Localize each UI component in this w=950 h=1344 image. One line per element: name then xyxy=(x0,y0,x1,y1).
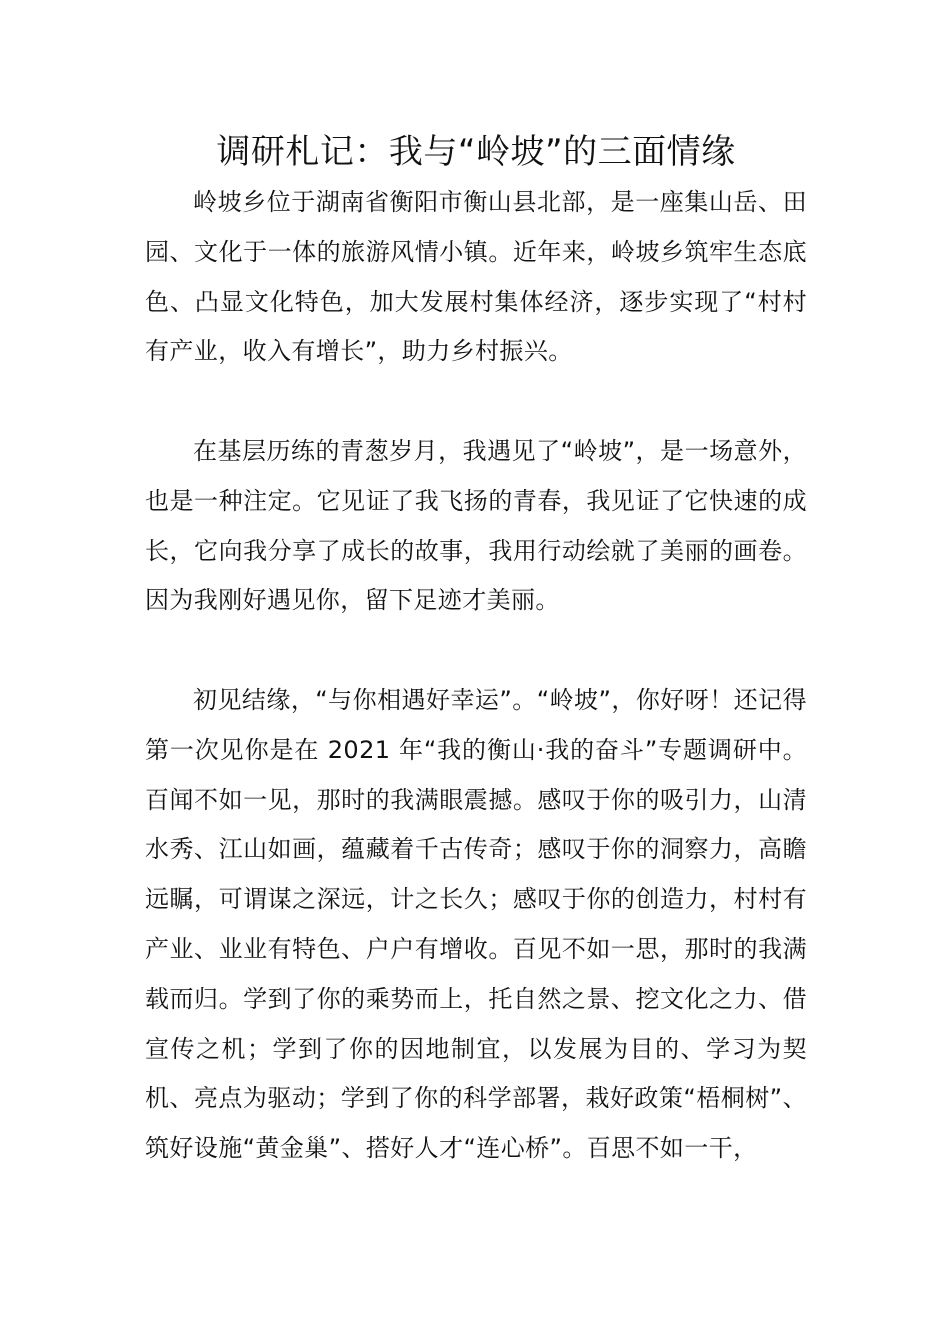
paragraph-encounter: 在基层历练的青葱岁月，我遇见了“岭坡”，是一场意外，也是一种注定。它见证了我飞扬的青春，我见证了它快速的成长，它向我分享了成长的故事，我用行动绘就了美丽的画卷。因为我刚好遇见你，留下足迹才美丽。 xyxy=(145,436,807,615)
paragraph-intro: 岭坡乡位于湖南省衡阳市衡山县北部，是一座集山岳、田园、文化于一体的旅游风情小镇。近年来，岭坡乡筑牢生态底色、凸显文化特色，加大发展村集体经济，逐步实现了“村村有产业，收入有增长”，助力乡村振兴。 xyxy=(145,188,807,366)
paragraph-first-meeting: 初见结缘，“与你相遇好幸运”。“岭坡”，你好呀！还记得第一次见你是在 2021 年“我的衡山·我的奋斗”专题调研中。百闻不如一见，那时的我满眼震撼。感叹于你的吸引力，山清水秀、江山如画，蕴藏着千古传奇；感叹于你的洞察力，高瞻远瞩，可谓谋之深远，计之长久；感叹于你的创造力，村村有产业、业业有特色、户户有增收。百见不如一思，那时的我满载而归。学到了你的乘势而上，托自然之景、挖文化之力、借宣传之机；学到了你的因地制宜，以发展为目的、学习为契机、亮点为驱动；学到了你的科学部署，栽好政策“梧桐树”、筑好设施“黄金巢”、搭好人才“连心桥”。百思不如一干， xyxy=(145,685,807,1163)
document-body xyxy=(145,126,807,1174)
page-title: 调研札记：我与“岭坡”的三面情缘 xyxy=(216,132,736,172)
